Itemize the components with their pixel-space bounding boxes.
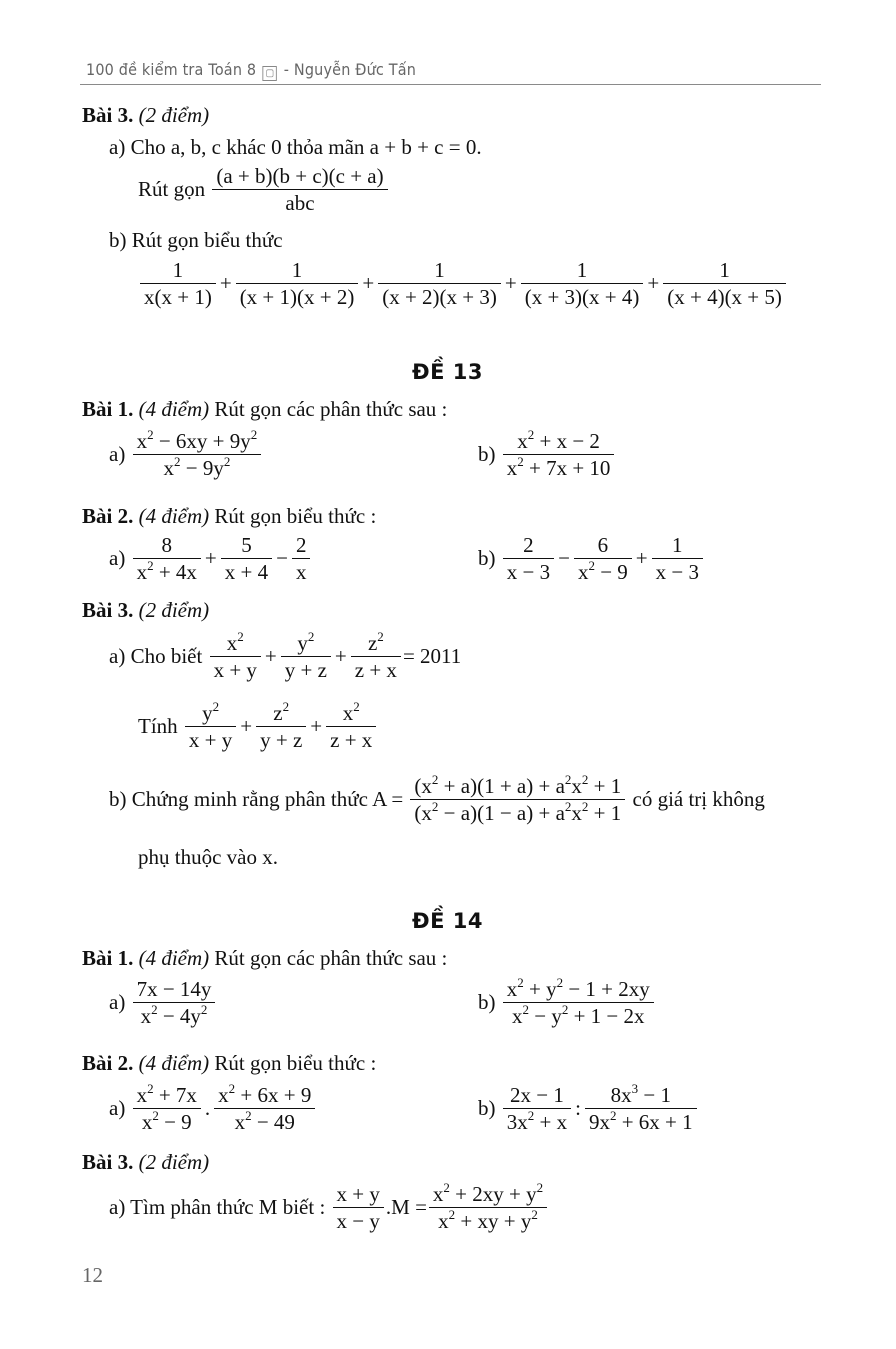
section-title: ĐỀ 13 <box>412 360 483 384</box>
formula: a) $\frac{x^2 + 7x}{x^2 - 9}$ . $\frac{x^2 + 6x + 9}{x^2 - 49}$ <box>109 1082 317 1135</box>
formula: Rút gọn $\frac{(a + b)(b + c)(c + a)}{\text{abc}}$ <box>138 163 390 216</box>
formula: Tính $\frac{y^2}{x + y}$ + $\frac{z^2}{y + z}$ + $\frac{x^2}{z + x}$ <box>138 700 378 753</box>
exercise-heading: Bài 1. (4 điểm) Rút gọn các phân thức sau : <box>82 397 448 421</box>
exercise-heading: Bài 2. (4 điểm) Rút gọn biểu thức : <box>82 504 377 528</box>
formula: b) $\frac{x^2 + y^2 - 1 + 2xy}{x^2 - y^2 + 1 - 2x}$ <box>478 976 656 1029</box>
formula: a) Cho biết $\frac{x^2}{x + y}$ + $\frac{y^2}{y + z}$ + $\frac{z^2}{z + x}$ = 2011 <box>109 629 462 682</box>
formula: $\frac{1}{x(x + 1)}$ + $\frac{1}{(x + 1)(x + 2)}$ + $\frac{1}{(x + 2)(x + 3)}$ + $\frac{1}{(x + 3)(x + 4)}$ + $\frac{1}{(x + 4)(x + 5)}$ <box>138 257 788 310</box>
formula: b) Chứng minh rằng phân thức A = $\frac{(x^2 + a)(1 + a) + a^2x^2 + 1}{(x^2 - a)(1 - a) + a^2x^2 + 1}$ có giá trị không <box>109 772 765 825</box>
formula: a) $\frac{x^2 - 6xy + 9y^2}{x^2 - 9y^2}$ <box>109 428 263 481</box>
formula: a) $\frac{8}{x^2 + 4x}$ + $\frac{5}{x + 4}$ − $\frac{2}{x}$ <box>109 532 312 585</box>
formula: b) $\frac{2}{x - 3}$ − $\frac{6}{x^2 - 9}$ + $\frac{1}{x - 3}$ <box>478 532 705 585</box>
section-title: ĐỀ 14 <box>412 909 483 933</box>
formula: a) Tìm phân thức M biết : $\frac{x + y}{x - y}$ .M = $\frac{x^2 + 2xy + y^2}{x^2 + xy + y^2}$ <box>109 1181 549 1234</box>
page-number: 12 <box>82 1263 103 1287</box>
formula: a) $\frac{7x - 14y}{x^2 - 4y^2}$ <box>109 976 217 1029</box>
exercise-heading: Bài 3. (2 điểm) <box>82 1150 210 1174</box>
formula: b) $\frac{2x - 1}{3x^2 + x}$ : $\frac{8x^3 - 1}{9x^2 + 6x + 1}$ <box>478 1082 699 1135</box>
exercise-heading: Bài 2. (4 điểm) Rút gọn biểu thức : <box>82 1051 377 1075</box>
book-icon: ▢ <box>263 66 277 81</box>
formula: b) $\frac{x^2 + x - 2}{x^2 + 7x + 10}$ <box>478 428 616 481</box>
running-header: 100 đề kiểm tra Toán 8 ▢ - Nguyễn Đức Tấn <box>86 60 417 79</box>
exercise-heading: Bài 3. (2 điểm) <box>82 598 210 622</box>
problem-text: phụ thuộc vào x. <box>138 845 278 869</box>
header-rule <box>80 84 821 85</box>
exercise-heading: Bài 3. (2 điểm) <box>82 103 210 127</box>
problem-text: a) Cho a, b, c khác 0 thỏa mãn a + b + c = 0. <box>109 135 482 159</box>
exercise-heading: Bài 1. (4 điểm) Rút gọn các phân thức sau : <box>82 946 448 970</box>
problem-text: b) Rút gọn biểu thức <box>109 228 283 252</box>
